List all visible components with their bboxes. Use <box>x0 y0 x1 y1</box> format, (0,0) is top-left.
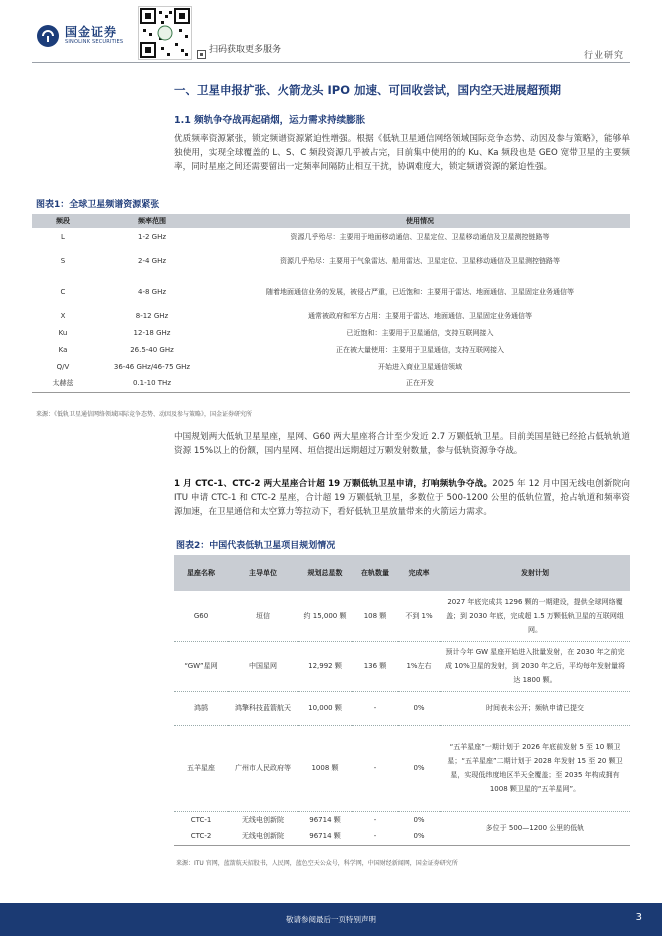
usage-cell: 资源几乎殆尽：主要用于地面移动通信、卫星定位、卫星移动通信及卫星测控链路等 <box>290 232 550 241</box>
orbit-cell: - <box>352 725 398 811</box>
table-row <box>32 358 630 375</box>
table-row <box>174 725 630 811</box>
page-number: 3 <box>635 912 642 923</box>
range-cell: 26.5-40 GHz <box>130 345 174 354</box>
orbit-cell: 136 颗 <box>352 641 398 691</box>
paragraph-3-body: 2025 年 12 月中国无线电创新院向 ITU 申请 CTC-1 和 CTC-2 星座，合计超 19 万颗低轨卫星，多数位于 500-1200 公里的低轨位置，抢占轨道和频率资源加速，在卫星通信和太空算力等拉动下，看好低轨卫星放量带来的火箭运力需求。 <box>174 479 630 517</box>
rate-cell: 0% <box>398 725 440 811</box>
band-cell: X <box>60 311 66 320</box>
table-header-cell: 规划总星数 <box>298 555 352 591</box>
org-cell: 无线电创新院 <box>242 815 284 824</box>
range-cell: 4-8 GHz <box>137 287 167 296</box>
org-cell: 广州市人民政府等 <box>228 725 298 811</box>
table-row <box>174 641 630 691</box>
name-cell: CTC-2 <box>190 832 212 841</box>
orbit-cell: - <box>373 832 377 841</box>
logo-mark-icon <box>36 24 60 48</box>
table-header-cell: 完成率 <box>398 555 440 591</box>
figure-1-title: 图表1：全球卫星频谱资源紧张 <box>36 200 160 210</box>
orbit-cell: - <box>352 691 398 725</box>
table-header-cell: 频段 <box>32 214 94 228</box>
logo-en-text: SINOLINK SECURITIES <box>65 39 124 45</box>
org-cell: 无线电创新院 <box>242 832 284 841</box>
table-row <box>32 307 630 324</box>
plan-cell: 2027 年底完成共 1296 颗的一期建设，提供全球网络覆盖；到 2030 年底，完成超 1.5 万颗低轨卫星的互联网组网。 <box>440 591 630 641</box>
table-header-row <box>32 214 630 228</box>
table-row <box>174 691 630 725</box>
table-row <box>174 591 630 641</box>
constellation-table <box>174 555 630 846</box>
usage-cell: 通常被政府和军方占用：主要用于雷达、地面通信、卫星固定业务通信等 <box>308 311 532 320</box>
table-header-cell: 星座名称 <box>174 555 228 591</box>
orbit-cell: - <box>373 815 377 824</box>
paragraph-2: 中国规划两大低轨卫星星座，星网、G60 两大星座将合计至少发近 2.7 万颗低轨卫星。目前美国星链已经抢占低轨轨道资源 15%以上的份额，国内星网、垣信提出远期超过万颗发射数量，参与低轨资源争夺战。 <box>174 432 630 456</box>
table-row <box>32 228 630 245</box>
frequency-table <box>32 214 630 393</box>
usage-cell: 已近饱和：主要用于卫星通信，支持互联网接入 <box>346 328 494 337</box>
band-cell: L <box>61 232 65 241</box>
range-cell: 36-46 GHz/46-75 GHz <box>113 362 191 371</box>
paragraph-3-lead: 1 月 CTC-1、CTC-2 两大星座合计超 19 万颗低轨卫星申请，打响频轨争夺战。 <box>174 479 493 489</box>
table-header-cell: 使用情况 <box>210 214 630 228</box>
total-cell: 10,000 颗 <box>298 691 352 725</box>
table-header-cell: 发射计划 <box>440 555 630 591</box>
band-cell: 太赫兹 <box>52 379 74 388</box>
qr-caption: 扫码获取更多服务 <box>209 45 282 55</box>
name-cell: 五羊星座 <box>174 725 228 811</box>
section-tag: 行业研究 <box>584 51 625 61</box>
rate-cell: 0% <box>398 691 440 725</box>
rate-cell: 0% <box>413 832 425 841</box>
plan-cell: “五羊星座”一期计划于 2026 年底前发射 5 至 10 颗卫星；“五羊星座”二期计划于 2028 年发射 15 至 20 颗卫星，实现低纬度地区半天全覆盖；至 2035 年构成拥有 1008 颗卫星的“五羊星网”。 <box>440 725 630 811</box>
table-row <box>32 276 630 307</box>
footer-disclaimer: 敬请参阅最后一页特别声明 <box>286 915 376 924</box>
band-cell: Ka <box>58 345 68 354</box>
usage-cell: 随着地面通信业务的发展，被侵占严重，已近饱和：主要用于雷达、地面通信、卫星固定业务通信等 <box>266 287 574 296</box>
name-cell: G60 <box>174 591 228 641</box>
logo-cn-text: 国金证券 <box>65 25 118 39</box>
section-title: 一、卫星申报扩张、火箭龙头 IPO 加速、可回收尝试，国内空天进展超预期 <box>174 83 561 97</box>
range-cell: 1-2 GHz <box>137 232 167 241</box>
range-cell: 0.1-10 THz <box>132 379 171 388</box>
table-row <box>32 324 630 341</box>
rate-cell: 不到 1% <box>398 591 440 641</box>
page-footer <box>0 903 662 936</box>
paragraph-3 <box>174 477 630 519</box>
range-cell: 8-12 GHz <box>135 311 169 320</box>
usage-cell: 资源几乎殆尽：主要用于气象雷达、船用雷达、卫星定位、卫星移动通信及卫星测控链路等 <box>280 256 560 265</box>
orbit-cell: 108 颗 <box>352 591 398 641</box>
range-cell: 12-18 GHz <box>133 328 171 337</box>
org-cell: 中国星网 <box>228 641 298 691</box>
rate-cell: 1%左右 <box>398 641 440 691</box>
usage-cell: 正在开发 <box>406 379 434 388</box>
table-header-cell: 主导单位 <box>228 555 298 591</box>
total-cell: 1008 颗 <box>298 725 352 811</box>
usage-cell: 开始进入商业卫星通信领域 <box>378 362 462 371</box>
band-cell: S <box>60 256 66 265</box>
rate-cell: 0% <box>413 815 425 824</box>
qr-code <box>138 6 192 60</box>
table-row <box>32 341 630 358</box>
org-cell: 鸿擎科技蓝箭航天 <box>228 691 298 725</box>
header-divider <box>32 62 630 63</box>
band-cell: Q/V <box>56 362 70 371</box>
table-header-cell: 在轨数量 <box>352 555 398 591</box>
figure-1-source: 来源：《低轨卫星通信网络领域国际竞争态势、动因及参与策略》，国金证券研究所 <box>36 411 253 418</box>
table-row <box>32 245 630 276</box>
table-row <box>174 811 630 828</box>
figure-2-title: 图表2：中国代表低轨卫星项目规划情况 <box>176 541 336 551</box>
name-cell: “GW”星网 <box>174 641 228 691</box>
org-cell: 垣信 <box>228 591 298 641</box>
band-cell: Ku <box>58 328 68 337</box>
scan-icon <box>197 44 206 53</box>
plan-cell: 时间表未公开；频轨申请已提交 <box>440 691 630 725</box>
band-cell: C <box>60 287 66 296</box>
name-cell: 鸿鹄 <box>174 691 228 725</box>
subsection-title: 1.1 频轨争夺战再起硝烟，运力需求持续膨胀 <box>174 115 366 126</box>
usage-cell: 正在被大量使用：主要用于卫星通信，支持互联网接入 <box>336 345 504 354</box>
company-logo <box>36 24 123 48</box>
table-row <box>32 375 630 392</box>
paragraph-1: 优质频率资源紧张，锁定频谱资源紧迫性增强。根据《低轨卫星通信网络领域国际竞争态势、动因及参与策略》，能够单独使用，实现全球覆盖的 L、S、C 频段资源几乎被占完，目前集中使用的的 Ku、Ka 频段也是 GEO 宽带卫星的主要频率，同时星座之间还需要留出一定频率间隔防止相互干扰，协调难度大，锁定频谱资源的紧迫性强。 <box>174 134 630 172</box>
total-cell: 96714 颗 <box>309 815 341 824</box>
plan-cell: 预计今年 GW 星座开始进入批量发射，在 2030 年之前完成 10%卫星的发射，到 2030 年之后，平均每年发射量将达 1800 颗。 <box>440 641 630 691</box>
page-header <box>0 0 662 68</box>
figure-2-source: 来源：ITU 官网，蓝箭航天招股书，人民网，蓝色空天公众号，科学网，中国财经新闻网，国金证券研究所 <box>176 860 458 867</box>
plan-cell: 多位于 500—1200 公里的低轨 <box>485 824 585 832</box>
table-header-cell: 频率范围 <box>94 214 210 228</box>
name-cell: CTC-1 <box>190 815 212 824</box>
total-cell: 12,992 颗 <box>298 641 352 691</box>
total-cell: 96714 颗 <box>309 832 341 841</box>
table-header-row <box>174 555 630 591</box>
range-cell: 2-4 GHz <box>137 256 167 265</box>
total-cell: 约 15,000 颗 <box>298 591 352 641</box>
